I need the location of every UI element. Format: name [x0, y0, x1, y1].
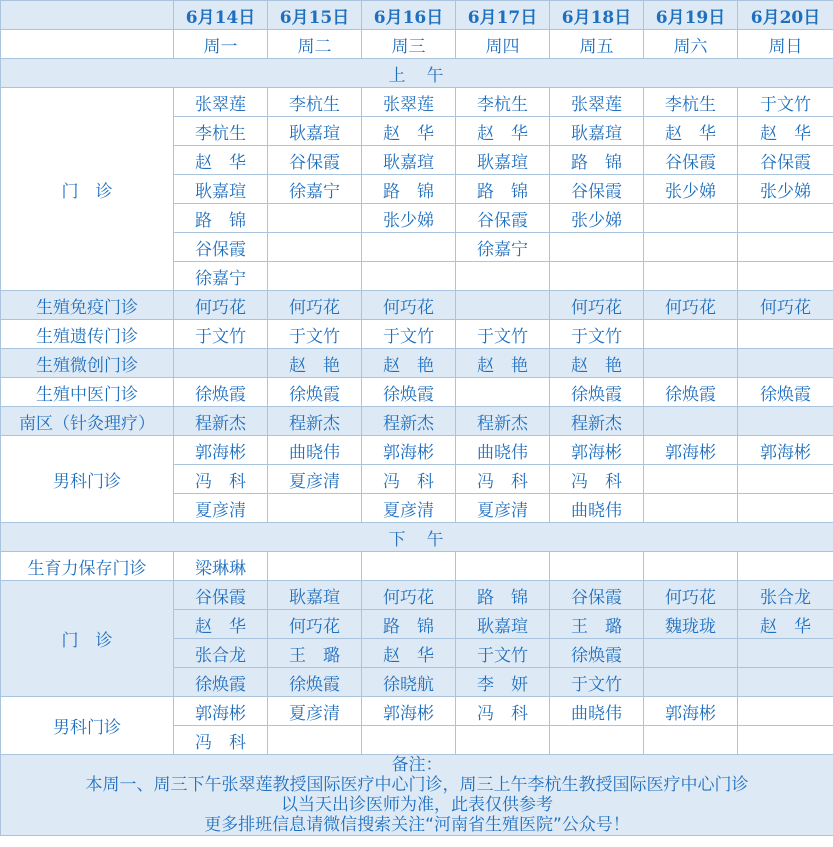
- doctor-cell: 赵 华: [644, 117, 738, 146]
- doctor-cell: 郭海彬: [174, 697, 268, 726]
- doctor-cell: 于文竹: [456, 639, 550, 668]
- doctor-cell: 谷保霞: [174, 581, 268, 610]
- doctor-cell: 曲晓伟: [268, 436, 362, 465]
- doctor-cell: 冯 科: [550, 465, 644, 494]
- schedule-row: [1, 581, 833, 610]
- doctor-cell: [644, 494, 738, 523]
- doctor-cell: [738, 349, 833, 378]
- doctor-cell: [362, 726, 456, 755]
- doctor-cell: [644, 262, 738, 291]
- doctor-cell: [738, 552, 833, 581]
- corner-cell: [1, 30, 174, 59]
- date-cell: 6月20日: [738, 1, 833, 30]
- doctor-cell: 曲晓伟: [456, 436, 550, 465]
- doctor-cell: 程新杰: [362, 407, 456, 436]
- notes-block: [1, 755, 833, 836]
- department-name: 生殖微创门诊: [1, 349, 174, 378]
- doctor-cell: 谷保霞: [644, 146, 738, 175]
- doctor-cell: 徐焕霞: [268, 668, 362, 697]
- doctor-cell: 徐嘉宁: [268, 175, 362, 204]
- doctor-cell: 程新杰: [456, 407, 550, 436]
- schedule-row: [1, 320, 833, 349]
- doctor-cell: [456, 552, 550, 581]
- doctor-cell: 曲晓伟: [550, 697, 644, 726]
- doctor-cell: 赵 华: [738, 610, 833, 639]
- notes-row: [1, 755, 833, 836]
- doctor-cell: 路 锦: [456, 581, 550, 610]
- doctor-cell: 耿嘉瑄: [174, 175, 268, 204]
- department-name: 生育力保存门诊: [1, 552, 174, 581]
- doctor-cell: [268, 494, 362, 523]
- doctor-cell: 徐焕霞: [738, 378, 833, 407]
- doctor-cell: [644, 668, 738, 697]
- department-name: 门 诊: [1, 88, 174, 291]
- weekday-row: [1, 30, 833, 59]
- department-name: 男科门诊: [1, 697, 174, 755]
- doctor-cell: 赵 艳: [550, 349, 644, 378]
- doctor-cell: 于文竹: [550, 320, 644, 349]
- doctor-cell: 赵 华: [174, 146, 268, 175]
- corner-cell: [1, 1, 174, 30]
- doctor-cell: [738, 726, 833, 755]
- doctor-cell: 冯 科: [174, 465, 268, 494]
- doctor-cell: 于文竹: [456, 320, 550, 349]
- doctor-cell: 王 璐: [268, 639, 362, 668]
- section-row: [1, 523, 833, 552]
- doctor-cell: 徐焕霞: [174, 668, 268, 697]
- schedule-row: [1, 349, 833, 378]
- weekday-cell: 周三: [362, 30, 456, 59]
- date-row: [1, 1, 833, 30]
- doctor-cell: 于文竹: [174, 320, 268, 349]
- doctor-cell: 李 妍: [456, 668, 550, 697]
- doctor-cell: 耿嘉瑄: [362, 146, 456, 175]
- doctor-cell: 谷保霞: [268, 146, 362, 175]
- doctor-cell: [644, 233, 738, 262]
- doctor-cell: [550, 233, 644, 262]
- doctor-cell: 路 锦: [362, 175, 456, 204]
- doctor-cell: 何巧花: [268, 610, 362, 639]
- doctor-cell: 赵 华: [362, 639, 456, 668]
- weekday-cell: 周四: [456, 30, 550, 59]
- weekday-cell: 周二: [268, 30, 362, 59]
- doctor-cell: 夏彦清: [268, 465, 362, 494]
- department-name: 男科门诊: [1, 436, 174, 523]
- doctor-cell: [268, 262, 362, 291]
- doctor-cell: 赵 艳: [362, 349, 456, 378]
- doctor-cell: 张少娣: [738, 175, 833, 204]
- note-line: 更多排班信息请微信搜索关注“河南省生殖医院”公众号！: [204, 815, 630, 835]
- weekday-cell: 周六: [644, 30, 738, 59]
- doctor-cell: 程新杰: [550, 407, 644, 436]
- doctor-cell: 王 璐: [550, 610, 644, 639]
- date-cell: 6月15日: [268, 1, 362, 30]
- doctor-cell: 夏彦清: [174, 494, 268, 523]
- doctor-cell: [644, 552, 738, 581]
- doctor-cell: 张少娣: [362, 204, 456, 233]
- doctor-cell: 冯 科: [456, 697, 550, 726]
- doctor-cell: 程新杰: [174, 407, 268, 436]
- doctor-cell: 冯 科: [456, 465, 550, 494]
- doctor-cell: 曲晓伟: [550, 494, 644, 523]
- doctor-cell: 徐焕霞: [174, 378, 268, 407]
- schedule-row: [1, 697, 833, 726]
- doctor-cell: 何巧花: [644, 581, 738, 610]
- doctor-cell: [362, 262, 456, 291]
- department-name: 生殖免疫门诊: [1, 291, 174, 320]
- section-title: 上 午: [1, 59, 833, 88]
- doctor-cell: 徐焕霞: [268, 378, 362, 407]
- doctor-cell: 耿嘉瑄: [456, 610, 550, 639]
- doctor-cell: 赵 华: [174, 610, 268, 639]
- schedule-row: [1, 407, 833, 436]
- doctor-cell: 路 锦: [550, 146, 644, 175]
- doctor-cell: [174, 349, 268, 378]
- section-title: 下 午: [1, 523, 833, 552]
- date-cell: 6月19日: [644, 1, 738, 30]
- doctor-cell: 冯 科: [362, 465, 456, 494]
- doctor-cell: 徐嘉宁: [456, 233, 550, 262]
- doctor-cell: 何巧花: [362, 291, 456, 320]
- doctor-cell: [268, 204, 362, 233]
- note-line: 以当天出诊医师为准，此表仅供参考: [281, 795, 553, 815]
- doctor-cell: 郭海彬: [174, 436, 268, 465]
- doctor-cell: [550, 726, 644, 755]
- doctor-cell: 于文竹: [268, 320, 362, 349]
- doctor-cell: 张少娣: [550, 204, 644, 233]
- doctor-cell: 郭海彬: [362, 436, 456, 465]
- doctor-cell: [738, 407, 833, 436]
- doctor-cell: 耿嘉瑄: [456, 146, 550, 175]
- doctor-cell: 郭海彬: [644, 436, 738, 465]
- doctor-cell: 徐焕霞: [550, 378, 644, 407]
- schedule-row: [1, 552, 833, 581]
- department-name: 生殖中医门诊: [1, 378, 174, 407]
- weekday-cell: 周五: [550, 30, 644, 59]
- doctor-cell: 谷保霞: [738, 146, 833, 175]
- doctor-cell: 郭海彬: [644, 697, 738, 726]
- doctor-cell: [268, 726, 362, 755]
- doctor-cell: 徐晓航: [362, 668, 456, 697]
- doctor-cell: 何巧花: [174, 291, 268, 320]
- schedule-row: [1, 88, 833, 117]
- doctor-cell: 徐焕霞: [362, 378, 456, 407]
- doctor-cell: [738, 465, 833, 494]
- doctor-cell: [738, 204, 833, 233]
- doctor-cell: [456, 378, 550, 407]
- doctor-cell: 李杭生: [456, 88, 550, 117]
- note-line: 本周一、周三下午张翠莲教授国际医疗中心门诊，周三上午李杭生教授国际医疗中心门诊: [85, 775, 749, 795]
- doctor-cell: 路 锦: [456, 175, 550, 204]
- department-name: 门 诊: [1, 581, 174, 697]
- doctor-cell: [268, 552, 362, 581]
- doctor-cell: [738, 639, 833, 668]
- doctor-cell: 梁琳琳: [174, 552, 268, 581]
- doctor-cell: 赵 华: [362, 117, 456, 146]
- date-cell: 6月14日: [174, 1, 268, 30]
- doctor-cell: [738, 233, 833, 262]
- doctor-cell: [550, 262, 644, 291]
- doctor-cell: 李杭生: [644, 88, 738, 117]
- doctor-cell: 谷保霞: [550, 581, 644, 610]
- doctor-cell: [738, 494, 833, 523]
- schedule-row: [1, 436, 833, 465]
- date-cell: 6月18日: [550, 1, 644, 30]
- doctor-cell: 郭海彬: [738, 436, 833, 465]
- doctor-cell: 张合龙: [174, 639, 268, 668]
- doctor-cell: 谷保霞: [456, 204, 550, 233]
- schedule-body: [1, 1, 833, 836]
- doctor-cell: 张合龙: [738, 581, 833, 610]
- doctor-cell: 于文竹: [362, 320, 456, 349]
- doctor-cell: 夏彦清: [456, 494, 550, 523]
- doctor-cell: 赵 艳: [456, 349, 550, 378]
- doctor-cell: 谷保霞: [550, 175, 644, 204]
- doctor-cell: [456, 262, 550, 291]
- doctor-cell: 何巧花: [362, 581, 456, 610]
- doctor-cell: 赵 华: [738, 117, 833, 146]
- doctor-cell: 何巧花: [268, 291, 362, 320]
- weekday-cell: 周日: [738, 30, 833, 59]
- doctor-cell: 张翠莲: [174, 88, 268, 117]
- doctor-cell: [362, 552, 456, 581]
- schedule-row: [1, 291, 833, 320]
- doctor-cell: 耿嘉瑄: [268, 117, 362, 146]
- doctor-cell: [644, 320, 738, 349]
- doctor-cell: 谷保霞: [174, 233, 268, 262]
- doctor-cell: [738, 697, 833, 726]
- doctor-cell: [738, 668, 833, 697]
- doctor-cell: 赵 华: [456, 117, 550, 146]
- doctor-cell: 赵 艳: [268, 349, 362, 378]
- doctor-cell: 徐焕霞: [550, 639, 644, 668]
- doctor-cell: [644, 407, 738, 436]
- doctor-cell: 徐嘉宁: [174, 262, 268, 291]
- date-cell: 6月16日: [362, 1, 456, 30]
- doctor-cell: [456, 726, 550, 755]
- doctor-cell: 郭海彬: [550, 436, 644, 465]
- notes-label: 备注：: [391, 755, 443, 775]
- doctor-cell: 李杭生: [268, 88, 362, 117]
- doctor-cell: 郭海彬: [362, 697, 456, 726]
- department-name: 南区（针灸理疗）: [1, 407, 174, 436]
- doctor-cell: 程新杰: [268, 407, 362, 436]
- weekday-cell: 周一: [174, 30, 268, 59]
- doctor-cell: 夏彦清: [268, 697, 362, 726]
- section-row: [1, 59, 833, 88]
- doctor-cell: 李杭生: [174, 117, 268, 146]
- date-cell: 6月17日: [456, 1, 550, 30]
- doctor-cell: 冯 科: [174, 726, 268, 755]
- doctor-cell: 耿嘉瑄: [550, 117, 644, 146]
- doctor-cell: [362, 233, 456, 262]
- schedule-row: [1, 378, 833, 407]
- doctor-cell: [268, 233, 362, 262]
- doctor-cell: 路 锦: [174, 204, 268, 233]
- doctor-cell: 耿嘉瑄: [268, 581, 362, 610]
- doctor-cell: 徐焕霞: [644, 378, 738, 407]
- doctor-cell: 夏彦清: [362, 494, 456, 523]
- doctor-cell: 于文竹: [550, 668, 644, 697]
- doctor-cell: 路 锦: [362, 610, 456, 639]
- doctor-cell: 张翠莲: [550, 88, 644, 117]
- doctor-cell: 何巧花: [550, 291, 644, 320]
- doctor-cell: 于文竹: [738, 88, 833, 117]
- doctor-cell: [738, 262, 833, 291]
- doctor-cell: [738, 320, 833, 349]
- doctor-cell: [644, 204, 738, 233]
- doctor-cell: [644, 465, 738, 494]
- doctor-cell: [550, 552, 644, 581]
- doctor-cell: [644, 349, 738, 378]
- doctor-cell: 何巧花: [644, 291, 738, 320]
- department-name: 生殖遗传门诊: [1, 320, 174, 349]
- doctor-cell: [644, 639, 738, 668]
- doctor-cell: 何巧花: [738, 291, 833, 320]
- doctor-cell: 张翠莲: [362, 88, 456, 117]
- doctor-cell: [644, 726, 738, 755]
- doctor-cell: 张少娣: [644, 175, 738, 204]
- doctor-cell: [456, 291, 550, 320]
- doctor-cell: 魏珑珑: [644, 610, 738, 639]
